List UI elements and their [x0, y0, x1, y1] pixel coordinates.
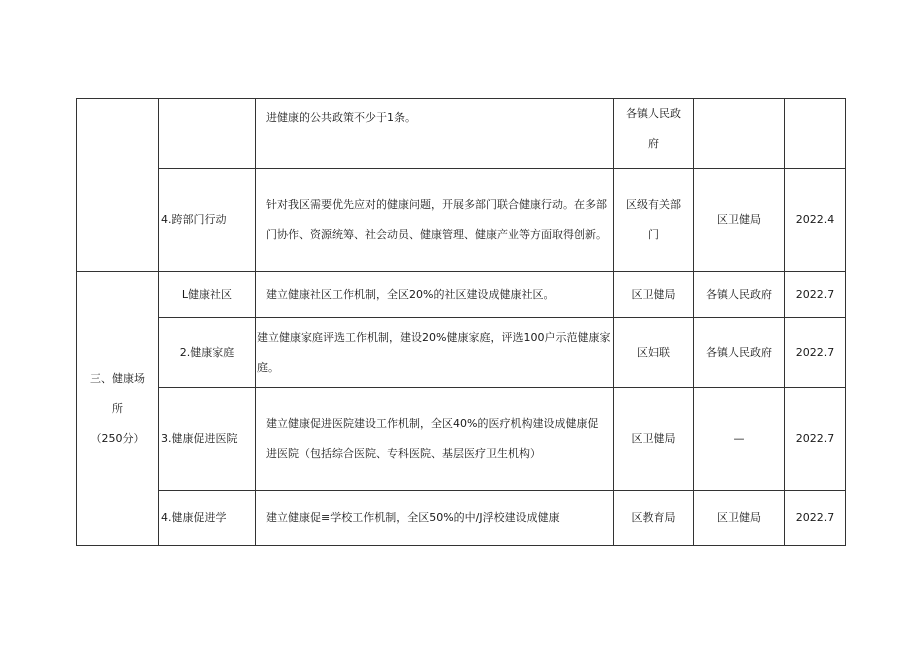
coop-dept-cell	[694, 272, 785, 318]
item-text: L健康社区	[181, 287, 233, 301]
lead-dept-cell	[614, 388, 694, 491]
date-cell	[785, 318, 846, 388]
plan-table	[76, 98, 846, 546]
lead-dept-text: 区卫健局	[631, 287, 676, 301]
category-line: 所	[112, 401, 123, 415]
table-row	[77, 388, 846, 491]
content-cell	[256, 491, 614, 546]
date-text: 2022.7	[795, 432, 835, 445]
content-text: 建立健康促进医院建设工作机制，全区40%的医疗机构建设成健康促进医院（包括综合医院、专科医院、基层医疗卫生机构）	[266, 417, 599, 460]
content-text: 建立健康促≡学校工作机制，全区50%的中/J浮校建设成健康	[266, 511, 560, 524]
item-text: 3.健康促进医院	[161, 432, 238, 445]
content-cell	[256, 318, 614, 388]
date-text: 2022.7	[795, 345, 835, 359]
category-cell	[77, 99, 159, 272]
lead-dept-text: 区妇联	[637, 345, 670, 359]
lead-dept-text: 区卫健局	[631, 432, 676, 445]
table-row	[77, 99, 846, 169]
category-cell	[77, 272, 159, 546]
coop-dept-text: 区卫健局	[717, 213, 761, 226]
date-cell	[785, 272, 846, 318]
date-text: 2022.4	[795, 213, 835, 226]
content-cell	[256, 272, 614, 318]
item-cell	[159, 272, 256, 318]
table-row	[77, 169, 846, 272]
content-cell	[256, 99, 614, 169]
lead-dept-cell	[614, 99, 694, 169]
content-text: 建立健康家庭评选工作机制，建设20%健康家庭，评选100户示范健康家庭。	[257, 330, 611, 374]
coop-dept-cell	[694, 318, 785, 388]
lead-dept-cell	[614, 491, 694, 546]
content-text: 针对我区需要优先应对的健康问题，开展多部门联合健康行动。在多部门协作、资源统筹、社会动员、健康管理、健康产业等方面取得创新。	[266, 198, 607, 241]
date-cell	[785, 99, 846, 169]
content-text: 建立健康社区工作机制，全区20%的社区建设成健康社区。	[266, 287, 555, 301]
coop-dept-cell	[694, 388, 785, 491]
date-text: 2022.7	[795, 287, 835, 301]
lead-dept-text: 各镇人民政府	[626, 107, 681, 150]
lead-dept-cell	[614, 318, 694, 388]
item-cell	[159, 169, 256, 272]
coop-dept-text: —	[733, 432, 745, 445]
category-line: 三、健康场	[90, 371, 145, 385]
lead-dept-text: 区教育局	[631, 511, 676, 524]
coop-dept-cell	[694, 99, 785, 169]
lead-dept-cell	[614, 272, 694, 318]
date-cell	[785, 388, 846, 491]
coop-dept-text: 各镇人民政府	[706, 287, 772, 301]
item-cell	[159, 388, 256, 491]
coop-dept-cell	[694, 169, 785, 272]
date-cell	[785, 491, 846, 546]
coop-dept-cell	[694, 491, 785, 546]
item-text: 4.健康促进学	[161, 511, 227, 524]
item-text: 4.跨部门行动	[161, 213, 227, 226]
table-row	[77, 318, 846, 388]
category-line: （250分）	[90, 431, 145, 445]
coop-dept-text: 区卫健局	[717, 511, 761, 524]
item-cell	[159, 318, 256, 388]
lead-dept-text: 区级有关部门	[626, 198, 681, 241]
coop-dept-text: 各镇人民政府	[706, 345, 772, 359]
date-cell	[785, 169, 846, 272]
content-cell	[256, 169, 614, 272]
lead-dept-cell	[614, 169, 694, 272]
content-text: 进健康的公共政策不少于1条。	[266, 111, 416, 124]
item-cell	[159, 99, 256, 169]
content-cell	[256, 388, 614, 491]
table-row	[77, 491, 846, 546]
table-row	[77, 272, 846, 318]
item-text: 2.健康家庭	[179, 345, 235, 359]
date-text: 2022.7	[795, 511, 835, 524]
item-cell	[159, 491, 256, 546]
